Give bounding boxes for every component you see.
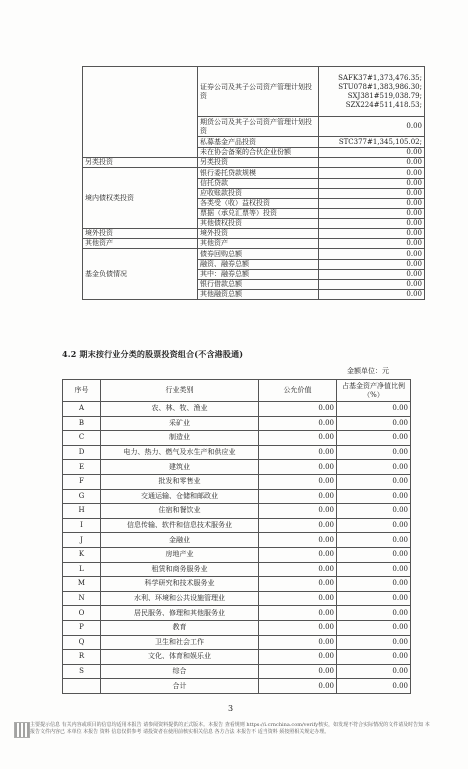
category-cell: 基金负债情况 — [83, 249, 198, 300]
fair-value-cell: 0.00 — [259, 620, 337, 635]
seq-cell: H — [63, 504, 101, 519]
ratio-cell: 0.00 — [337, 489, 411, 504]
item-cell: 各类受（收）益权投资 — [198, 199, 319, 209]
industry-cell: 金融业 — [101, 533, 259, 548]
value-cell: 0.00 — [319, 219, 425, 229]
fair-value-cell: 0.00 — [259, 474, 337, 489]
value-cell: 0.00 — [319, 270, 425, 280]
fair-value-cell: 0.00 — [259, 504, 337, 519]
header-industry: 行业类别 — [101, 380, 259, 402]
table-row — [83, 67, 425, 117]
table-row — [83, 239, 425, 249]
ratio-cell: 0.00 — [337, 474, 411, 489]
industry-cell: 交通运输、仓储和邮政业 — [101, 489, 259, 504]
fair-value-cell: 0.00 — [259, 606, 337, 621]
industry-cell: 制造业 — [101, 431, 259, 446]
table-row — [63, 620, 411, 635]
seq-cell: L — [63, 562, 101, 577]
table-row — [83, 168, 425, 179]
table-row — [63, 460, 411, 475]
table-row — [63, 591, 411, 606]
industry-cell: 居民服务、修理和其他服务业 — [101, 606, 259, 621]
section-title: 4.2 期末按行业分类的股票投资组合(不含港股通) — [62, 349, 244, 359]
item-cell: 银行借款总额 — [198, 280, 319, 290]
ratio-cell: 0.00 — [337, 650, 411, 665]
fair-value-cell: 0.00 — [259, 402, 337, 417]
footer-note: 主要提示信息 有关内容或项目的信息均适用本报告 请参阅资料提供的正式版本。本报告 查看规则 https://i.crnchina.com/verify核实，如发现不符合实际情况的文件请及时告知 本报告文件内容已 本单位 本报告 资料 信息仅供参考 请投资者在使用前核实相关信息 各方合法 本报告不 适当资料 须按照相关规定办理。 — [30, 722, 430, 735]
industry-cell: 租赁和商务服务业 — [101, 562, 259, 577]
seq-cell: M — [63, 577, 101, 592]
value-cell: 0.00 — [319, 168, 425, 179]
page-number: 3 — [228, 704, 234, 713]
ratio-cell: 0.00 — [337, 416, 411, 431]
fair-value-cell: 0.00 — [259, 445, 337, 460]
table-row — [63, 577, 411, 592]
item-cell: 票据（承兑汇票等）投资 — [198, 209, 319, 219]
fair-value-cell: 0.00 — [259, 635, 337, 650]
table-row — [63, 489, 411, 504]
table-row — [63, 402, 411, 417]
industry-cell: 农、林、牧、渔业 — [101, 402, 259, 417]
seq-cell: E — [63, 460, 101, 475]
table-row — [63, 606, 411, 621]
industry-cell: 房地产业 — [101, 547, 259, 562]
seq-cell: J — [63, 533, 101, 548]
ratio-cell: 0.00 — [337, 431, 411, 446]
fair-value-cell: 0.00 — [259, 664, 337, 679]
industry-cell: 教育 — [101, 620, 259, 635]
value-cell: 0.00 — [319, 158, 425, 168]
fair-value-cell: 0.00 — [259, 591, 337, 606]
category-cell — [83, 67, 198, 158]
ratio-cell: 0.00 — [337, 504, 411, 519]
item-cell: 期货公司及其子公司资产管理计划投资 — [198, 117, 319, 137]
fair-value-cell: 0.00 — [259, 533, 337, 548]
seq-cell: N — [63, 591, 101, 606]
industry-cell: 建筑业 — [101, 460, 259, 475]
value-cell: 0.00 — [319, 249, 425, 260]
ratio-cell: 0.00 — [337, 402, 411, 417]
item-cell: 境外投资 — [198, 229, 319, 239]
seq-cell: D — [63, 445, 101, 460]
industry-cell: 水利、环境和公共设施管理业 — [101, 591, 259, 606]
qr-code-icon — [14, 722, 30, 738]
category-cell: 境外投资 — [83, 229, 198, 239]
seq-cell: K — [63, 547, 101, 562]
seq-cell: S — [63, 664, 101, 679]
industry-stock-table — [62, 379, 411, 694]
ratio-cell: 0.00 — [337, 606, 411, 621]
seq-cell: R — [63, 650, 101, 665]
asset-allocation-table — [82, 66, 425, 300]
ratio-cell: 0.00 — [337, 460, 411, 475]
table-row — [63, 679, 411, 694]
table-row — [63, 445, 411, 460]
ratio-cell: 0.00 — [337, 562, 411, 577]
seq-cell: F — [63, 474, 101, 489]
fair-value-cell: 0.00 — [259, 489, 337, 504]
value-cell: 0.00 — [319, 189, 425, 199]
category-cell: 境内债权类投资 — [83, 168, 198, 229]
item-cell: 其他债权投资 — [198, 219, 319, 229]
table-row — [63, 635, 411, 650]
table-row — [63, 416, 411, 431]
item-cell: 信托贷款 — [198, 179, 319, 189]
table-row — [63, 431, 411, 446]
seq-cell: P — [63, 620, 101, 635]
item-cell: 其他融资总额 — [198, 290, 319, 300]
table-row — [63, 474, 411, 489]
table-row — [63, 533, 411, 548]
seq-cell: C — [63, 431, 101, 446]
value-cell: 0.00 — [319, 117, 425, 137]
value-cell: 0.00 — [319, 239, 425, 249]
table-row — [83, 249, 425, 260]
item-cell: 另类投资 — [198, 158, 319, 168]
table-row — [63, 664, 411, 679]
fair-value-cell: 0.00 — [259, 577, 337, 592]
ratio-cell: 0.00 — [337, 533, 411, 548]
value-cell: 0.00 — [319, 260, 425, 270]
ratio-cell: 0.00 — [337, 664, 411, 679]
ratio-cell: 0.00 — [337, 518, 411, 533]
table-row — [63, 504, 411, 519]
table-row — [83, 158, 425, 168]
value-cell: 0.00 — [319, 290, 425, 300]
fair-value-cell: 0.00 — [259, 679, 337, 694]
ratio-cell: 0.00 — [337, 577, 411, 592]
item-cell: 融资、融券总额 — [198, 260, 319, 270]
industry-cell: 采矿业 — [101, 416, 259, 431]
value-cell: 0.00 — [319, 209, 425, 219]
fair-value-cell: 0.00 — [259, 431, 337, 446]
table-row — [63, 562, 411, 577]
item-cell: 其他资产 — [198, 239, 319, 249]
fair-value-cell: 0.00 — [259, 547, 337, 562]
item-cell: 其中：融券总额 — [198, 270, 319, 280]
ratio-cell: 0.00 — [337, 635, 411, 650]
fair-value-cell: 0.00 — [259, 518, 337, 533]
fair-value-cell: 0.00 — [259, 650, 337, 665]
item-cell: 银行委托贷款规模 — [198, 168, 319, 179]
ratio-cell: 0.00 — [337, 547, 411, 562]
industry-cell: 科学研究和技术服务业 — [101, 577, 259, 592]
table-header-row — [63, 380, 411, 402]
ratio-cell: 0.00 — [337, 679, 411, 694]
value-cell: SAFK37#1,373,476.35; STU078#1,383,986.30; SXJ381#519,038.79; SZX224#511,418.53; — [319, 67, 425, 117]
ratio-cell: 0.00 — [337, 591, 411, 606]
item-cell: 私募基金产品投资 — [198, 137, 319, 148]
industry-cell: 批发和零售业 — [101, 474, 259, 489]
table-row — [63, 518, 411, 533]
industry-cell: 信息传输、软件和信息技术服务业 — [101, 518, 259, 533]
seq-cell: I — [63, 518, 101, 533]
item-cell: 证券公司及其子公司资产管理计划投资 — [198, 67, 319, 117]
seq-cell: Q — [63, 635, 101, 650]
industry-cell: 合计 — [101, 679, 259, 694]
table-row — [63, 547, 411, 562]
seq-cell: B — [63, 416, 101, 431]
seq-cell: G — [63, 489, 101, 504]
industry-cell: 综合 — [101, 664, 259, 679]
unit-label: 金额单位：元 — [347, 367, 389, 375]
value-cell: 0.00 — [319, 229, 425, 239]
category-cell: 另类投资 — [83, 158, 198, 168]
table-row — [83, 229, 425, 239]
item-cell: 应收账款投资 — [198, 189, 319, 199]
value-cell: 0.00 — [319, 148, 425, 158]
industry-cell: 电力、热力、燃气及水生产和供应业 — [101, 445, 259, 460]
header-fair-value: 公允价值 — [259, 380, 337, 402]
item-cell: 债券回购总额 — [198, 249, 319, 260]
industry-cell: 住宿和餐饮业 — [101, 504, 259, 519]
fair-value-cell: 0.00 — [259, 562, 337, 577]
header-seq: 序号 — [63, 380, 101, 402]
category-cell: 其他资产 — [83, 239, 198, 249]
industry-cell: 文化、体育和娱乐业 — [101, 650, 259, 665]
header-ratio: 占基金资产净值比例（%） — [337, 380, 411, 402]
value-cell: 0.00 — [319, 280, 425, 290]
value-cell: 0.00 — [319, 179, 425, 189]
ratio-cell: 0.00 — [337, 445, 411, 460]
fair-value-cell: 0.00 — [259, 460, 337, 475]
value-cell: STC377#1,345,105.02; — [319, 137, 425, 148]
industry-cell: 卫生和社会工作 — [101, 635, 259, 650]
fair-value-cell: 0.00 — [259, 416, 337, 431]
seq-cell: O — [63, 606, 101, 621]
ratio-cell: 0.00 — [337, 620, 411, 635]
seq-cell — [63, 679, 101, 694]
item-cell: 未在协会备案的合伙企业份额 — [198, 148, 319, 158]
value-cell: 0.00 — [319, 199, 425, 209]
table-row — [63, 650, 411, 665]
seq-cell: A — [63, 402, 101, 417]
